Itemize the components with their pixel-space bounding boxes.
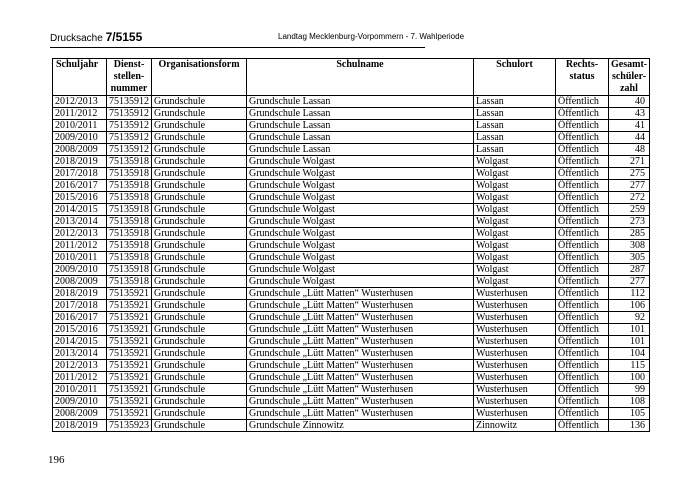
cell-schuljahr: 2008/2009 xyxy=(53,144,107,156)
cell-rechtsstatus: Öffentlich xyxy=(556,288,609,300)
cell-schuljahr: 2011/2012 xyxy=(53,372,107,384)
cell-organisationsform: Grundschule xyxy=(152,180,247,192)
table-row xyxy=(53,132,650,144)
cell-organisationsform: Grundschule xyxy=(152,252,247,264)
table-row xyxy=(53,420,650,432)
cell-rechtsstatus: Öffentlich xyxy=(556,396,609,408)
table-row xyxy=(53,396,650,408)
cell-rechtsstatus: Öffentlich xyxy=(556,204,609,216)
cell-gesamtschuelerzahl: 273 xyxy=(609,216,650,228)
cell-dienststellennummer: 75135921 xyxy=(107,324,152,336)
cell-gesamtschuelerzahl: 92 xyxy=(609,312,650,324)
cell-rechtsstatus: Öffentlich xyxy=(556,408,609,420)
school-table xyxy=(52,58,650,432)
cell-rechtsstatus: Öffentlich xyxy=(556,384,609,396)
cell-organisationsform: Grundschule xyxy=(152,96,247,108)
cell-dienststellennummer: 75135918 xyxy=(107,156,152,168)
cell-rechtsstatus: Öffentlich xyxy=(556,372,609,384)
cell-organisationsform: Grundschule xyxy=(152,288,247,300)
table-header xyxy=(53,59,650,96)
cell-schulort: Wusterhusen xyxy=(474,288,556,300)
cell-schulname: Grundschule Wolgast xyxy=(247,204,474,216)
cell-gesamtschuelerzahl: 112 xyxy=(609,288,650,300)
cell-schulort: Wolgast xyxy=(474,252,556,264)
cell-schuljahr: 2016/2017 xyxy=(53,180,107,192)
cell-gesamtschuelerzahl: 271 xyxy=(609,156,650,168)
cell-schulname: Grundschule Wolgast xyxy=(247,228,474,240)
cell-schulname: Grundschule Lassan xyxy=(247,120,474,132)
cell-rechtsstatus: Öffentlich xyxy=(556,276,609,288)
table-row xyxy=(53,96,650,108)
cell-rechtsstatus: Öffentlich xyxy=(556,216,609,228)
cell-schulort: Wolgast xyxy=(474,204,556,216)
cell-schulname: Grundschule „Lütt Matten“ Wusterhusen xyxy=(247,288,474,300)
document-id xyxy=(50,30,142,44)
table-row xyxy=(53,156,650,168)
cell-organisationsform: Grundschule xyxy=(152,420,247,432)
cell-dienststellennummer: 75135921 xyxy=(107,336,152,348)
cell-gesamtschuelerzahl: 259 xyxy=(609,204,650,216)
cell-organisationsform: Grundschule xyxy=(152,228,247,240)
cell-schulort: Wolgast xyxy=(474,192,556,204)
cell-schulort: Wusterhusen xyxy=(474,396,556,408)
cell-schulort: Wolgast xyxy=(474,216,556,228)
cell-dienststellennummer: 75135921 xyxy=(107,300,152,312)
table-row xyxy=(53,240,650,252)
cell-schulort: Wusterhusen xyxy=(474,324,556,336)
cell-organisationsform: Grundschule xyxy=(152,312,247,324)
cell-dienststellennummer: 75135918 xyxy=(107,240,152,252)
cell-schulname: Grundschule „Lütt Matten“ Wusterhusen xyxy=(247,324,474,336)
cell-schulname: Grundschule Lassan xyxy=(247,132,474,144)
cell-schuljahr: 2012/2013 xyxy=(53,360,107,372)
cell-rechtsstatus: Öffentlich xyxy=(556,180,609,192)
cell-dienststellennummer: 75135918 xyxy=(107,204,152,216)
table-row xyxy=(53,168,650,180)
cell-schulort: Wusterhusen xyxy=(474,300,556,312)
col-header-gesamtschuelerzahl: Gesamt- schüler- zahl xyxy=(609,59,650,96)
cell-organisationsform: Grundschule xyxy=(152,132,247,144)
cell-gesamtschuelerzahl: 44 xyxy=(609,132,650,144)
table-row xyxy=(53,204,650,216)
cell-gesamtschuelerzahl: 41 xyxy=(609,120,650,132)
cell-schulort: Wolgast xyxy=(474,168,556,180)
col-header-schulname: Schulname xyxy=(247,59,474,96)
cell-schuljahr: 2014/2015 xyxy=(53,336,107,348)
cell-rechtsstatus: Öffentlich xyxy=(556,348,609,360)
cell-schulname: Grundschule Lassan xyxy=(247,108,474,120)
cell-schulort: Lassan xyxy=(474,132,556,144)
cell-schulname: Grundschule „Lütt Matten“ Wusterhusen xyxy=(247,312,474,324)
cell-gesamtschuelerzahl: 106 xyxy=(609,300,650,312)
cell-gesamtschuelerzahl: 275 xyxy=(609,168,650,180)
cell-schulname: Grundschule Wolgast xyxy=(247,168,474,180)
cell-schuljahr: 2013/2014 xyxy=(53,348,107,360)
cell-schuljahr: 2010/2011 xyxy=(53,384,107,396)
table-row xyxy=(53,312,650,324)
cell-organisationsform: Grundschule xyxy=(152,120,247,132)
cell-dienststellennummer: 75135918 xyxy=(107,276,152,288)
cell-rechtsstatus: Öffentlich xyxy=(556,420,609,432)
cell-dienststellennummer: 75135918 xyxy=(107,168,152,180)
cell-organisationsform: Grundschule xyxy=(152,192,247,204)
cell-schuljahr: 2014/2015 xyxy=(53,204,107,216)
cell-gesamtschuelerzahl: 115 xyxy=(609,360,650,372)
cell-gesamtschuelerzahl: 43 xyxy=(609,108,650,120)
cell-schulname: Grundschule Wolgast xyxy=(247,156,474,168)
cell-gesamtschuelerzahl: 101 xyxy=(609,336,650,348)
cell-schuljahr: 2009/2010 xyxy=(53,396,107,408)
cell-schuljahr: 2012/2013 xyxy=(53,96,107,108)
cell-dienststellennummer: 75135923 xyxy=(107,420,152,432)
cell-dienststellennummer: 75135921 xyxy=(107,408,152,420)
cell-dienststellennummer: 75135921 xyxy=(107,348,152,360)
cell-schulname: Grundschule Lassan xyxy=(247,144,474,156)
cell-schulname: Grundschule Wolgast xyxy=(247,240,474,252)
cell-schulort: Zinnowitz xyxy=(474,420,556,432)
cell-organisationsform: Grundschule xyxy=(152,156,247,168)
header-rule xyxy=(50,47,425,48)
cell-gesamtschuelerzahl: 277 xyxy=(609,276,650,288)
cell-schulname: Grundschule „Lütt Matten“ Wusterhusen xyxy=(247,300,474,312)
cell-rechtsstatus: Öffentlich xyxy=(556,228,609,240)
cell-schuljahr: 2011/2012 xyxy=(53,108,107,120)
cell-gesamtschuelerzahl: 101 xyxy=(609,324,650,336)
document-id-prefix: Drucksache xyxy=(50,33,106,44)
cell-schuljahr: 2016/2017 xyxy=(53,312,107,324)
table-row xyxy=(53,372,650,384)
cell-organisationsform: Grundschule xyxy=(152,348,247,360)
cell-gesamtschuelerzahl: 308 xyxy=(609,240,650,252)
cell-schuljahr: 2017/2018 xyxy=(53,168,107,180)
cell-schulname: Grundschule „Lütt Matten“ Wusterhusen xyxy=(247,336,474,348)
table-body xyxy=(53,96,650,432)
table-row xyxy=(53,252,650,264)
document-title: Landtag Mecklenburg-Vorpommern - 7. Wahlperiode xyxy=(278,32,465,41)
cell-schulort: Wolgast xyxy=(474,156,556,168)
cell-schuljahr: 2018/2019 xyxy=(53,156,107,168)
cell-schuljahr: 2010/2011 xyxy=(53,252,107,264)
cell-schuljahr: 2009/2010 xyxy=(53,264,107,276)
cell-dienststellennummer: 75135918 xyxy=(107,228,152,240)
cell-schuljahr: 2013/2014 xyxy=(53,216,107,228)
cell-schulort: Wolgast xyxy=(474,228,556,240)
cell-gesamtschuelerzahl: 305 xyxy=(609,252,650,264)
cell-dienststellennummer: 75135912 xyxy=(107,144,152,156)
table-row xyxy=(53,144,650,156)
cell-rechtsstatus: Öffentlich xyxy=(556,132,609,144)
cell-schulort: Wusterhusen xyxy=(474,336,556,348)
cell-schulname: Grundschule Zinnowitz xyxy=(247,420,474,432)
cell-schulort: Wusterhusen xyxy=(474,372,556,384)
cell-rechtsstatus: Öffentlich xyxy=(556,96,609,108)
cell-gesamtschuelerzahl: 48 xyxy=(609,144,650,156)
cell-organisationsform: Grundschule xyxy=(152,216,247,228)
table-row xyxy=(53,192,650,204)
cell-schulname: Grundschule Wolgast xyxy=(247,276,474,288)
cell-organisationsform: Grundschule xyxy=(152,240,247,252)
col-header-rechtsstatus: Rechts- status xyxy=(556,59,609,96)
cell-rechtsstatus: Öffentlich xyxy=(556,312,609,324)
cell-rechtsstatus: Öffentlich xyxy=(556,120,609,132)
cell-gesamtschuelerzahl: 285 xyxy=(609,228,650,240)
cell-schuljahr: 2017/2018 xyxy=(53,300,107,312)
cell-schulort: Wusterhusen xyxy=(474,384,556,396)
cell-schuljahr: 2018/2019 xyxy=(53,420,107,432)
cell-schulort: Wusterhusen xyxy=(474,360,556,372)
cell-schulort: Lassan xyxy=(474,96,556,108)
cell-schuljahr: 2015/2016 xyxy=(53,324,107,336)
cell-schuljahr: 2008/2009 xyxy=(53,276,107,288)
cell-rechtsstatus: Öffentlich xyxy=(556,360,609,372)
cell-schulort: Wusterhusen xyxy=(474,312,556,324)
col-header-organisationsform: Organisationsform xyxy=(152,59,247,96)
cell-organisationsform: Grundschule xyxy=(152,336,247,348)
cell-organisationsform: Grundschule xyxy=(152,144,247,156)
cell-dienststellennummer: 75135918 xyxy=(107,180,152,192)
cell-organisationsform: Grundschule xyxy=(152,384,247,396)
cell-schuljahr: 2010/2011 xyxy=(53,120,107,132)
cell-schulort: Lassan xyxy=(474,144,556,156)
table-row xyxy=(53,108,650,120)
cell-schuljahr: 2015/2016 xyxy=(53,192,107,204)
cell-dienststellennummer: 75135921 xyxy=(107,372,152,384)
cell-gesamtschuelerzahl: 277 xyxy=(609,180,650,192)
cell-schulname: Grundschule Wolgast xyxy=(247,252,474,264)
cell-rechtsstatus: Öffentlich xyxy=(556,324,609,336)
cell-schuljahr: 2008/2009 xyxy=(53,408,107,420)
cell-organisationsform: Grundschule xyxy=(152,324,247,336)
cell-dienststellennummer: 75135921 xyxy=(107,360,152,372)
cell-schulname: Grundschule Lassan xyxy=(247,96,474,108)
cell-organisationsform: Grundschule xyxy=(152,276,247,288)
table-row xyxy=(53,360,650,372)
cell-dienststellennummer: 75135918 xyxy=(107,264,152,276)
table-row xyxy=(53,216,650,228)
table-row xyxy=(53,336,650,348)
cell-gesamtschuelerzahl: 100 xyxy=(609,372,650,384)
cell-organisationsform: Grundschule xyxy=(152,264,247,276)
col-header-schulort: Schulort xyxy=(474,59,556,96)
table-row xyxy=(53,324,650,336)
cell-dienststellennummer: 75135918 xyxy=(107,216,152,228)
cell-organisationsform: Grundschule xyxy=(152,108,247,120)
cell-dienststellennummer: 75135912 xyxy=(107,96,152,108)
cell-schuljahr: 2011/2012 xyxy=(53,240,107,252)
table-row xyxy=(53,264,650,276)
cell-gesamtschuelerzahl: 105 xyxy=(609,408,650,420)
cell-gesamtschuelerzahl: 287 xyxy=(609,264,650,276)
document-number: 7/5155 xyxy=(105,30,143,44)
col-header-schuljahr: Schuljahr xyxy=(53,59,107,96)
cell-rechtsstatus: Öffentlich xyxy=(556,144,609,156)
cell-gesamtschuelerzahl: 104 xyxy=(609,348,650,360)
table-row xyxy=(53,276,650,288)
cell-gesamtschuelerzahl: 40 xyxy=(609,96,650,108)
cell-dienststellennummer: 75135918 xyxy=(107,252,152,264)
table-row xyxy=(53,120,650,132)
cell-organisationsform: Grundschule xyxy=(152,300,247,312)
cell-gesamtschuelerzahl: 136 xyxy=(609,420,650,432)
cell-rechtsstatus: Öffentlich xyxy=(556,264,609,276)
cell-schulort: Wolgast xyxy=(474,276,556,288)
table-row xyxy=(53,408,650,420)
cell-schulname: Grundschule Wolgast xyxy=(247,192,474,204)
cell-organisationsform: Grundschule xyxy=(152,360,247,372)
cell-dienststellennummer: 75135921 xyxy=(107,312,152,324)
cell-organisationsform: Grundschule xyxy=(152,408,247,420)
cell-schuljahr: 2018/2019 xyxy=(53,288,107,300)
cell-schulname: Grundschule „Lütt Matten“ Wusterhusen xyxy=(247,384,474,396)
cell-organisationsform: Grundschule xyxy=(152,204,247,216)
cell-schulort: Wolgast xyxy=(474,240,556,252)
cell-dienststellennummer: 75135912 xyxy=(107,120,152,132)
cell-rechtsstatus: Öffentlich xyxy=(556,336,609,348)
cell-schulort: Wolgast xyxy=(474,264,556,276)
cell-schulname: Grundschule „Lütt Matten“ Wusterhusen xyxy=(247,408,474,420)
cell-rechtsstatus: Öffentlich xyxy=(556,192,609,204)
cell-schuljahr: 2009/2010 xyxy=(53,132,107,144)
cell-schulname: Grundschule „Lütt Matten“ Wusterhusen xyxy=(247,348,474,360)
table-row xyxy=(53,228,650,240)
cell-schulort: Wolgast xyxy=(474,180,556,192)
cell-schulname: Grundschule Wolgast xyxy=(247,180,474,192)
cell-schulname: Grundschule „Lütt Matten“ Wusterhusen xyxy=(247,360,474,372)
cell-gesamtschuelerzahl: 99 xyxy=(609,384,650,396)
table-row xyxy=(53,288,650,300)
table-row xyxy=(53,384,650,396)
cell-gesamtschuelerzahl: 272 xyxy=(609,192,650,204)
cell-rechtsstatus: Öffentlich xyxy=(556,108,609,120)
cell-dienststellennummer: 75135918 xyxy=(107,192,152,204)
cell-dienststellennummer: 75135912 xyxy=(107,132,152,144)
cell-rechtsstatus: Öffentlich xyxy=(556,168,609,180)
table-row xyxy=(53,300,650,312)
cell-rechtsstatus: Öffentlich xyxy=(556,156,609,168)
cell-rechtsstatus: Öffentlich xyxy=(556,240,609,252)
cell-schuljahr: 2012/2013 xyxy=(53,228,107,240)
cell-gesamtschuelerzahl: 108 xyxy=(609,396,650,408)
cell-schulort: Wusterhusen xyxy=(474,348,556,360)
cell-organisationsform: Grundschule xyxy=(152,372,247,384)
cell-rechtsstatus: Öffentlich xyxy=(556,300,609,312)
cell-organisationsform: Grundschule xyxy=(152,396,247,408)
cell-dienststellennummer: 75135921 xyxy=(107,384,152,396)
cell-schulort: Lassan xyxy=(474,120,556,132)
cell-dienststellennummer: 75135921 xyxy=(107,288,152,300)
cell-dienststellennummer: 75135912 xyxy=(107,108,152,120)
cell-schulort: Wusterhusen xyxy=(474,408,556,420)
cell-schulname: Grundschule Wolgast xyxy=(247,216,474,228)
col-header-dienststellennummer: Dienst- stellen- nummer xyxy=(107,59,152,96)
cell-dienststellennummer: 75135921 xyxy=(107,396,152,408)
cell-schulname: Grundschule „Lütt Matten“ Wusterhusen xyxy=(247,372,474,384)
page-number: 196 xyxy=(48,454,65,466)
cell-rechtsstatus: Öffentlich xyxy=(556,252,609,264)
table-row xyxy=(53,348,650,360)
cell-schulort: Lassan xyxy=(474,108,556,120)
table-row xyxy=(53,180,650,192)
cell-schulname: Grundschule Wolgast xyxy=(247,264,474,276)
cell-organisationsform: Grundschule xyxy=(152,168,247,180)
cell-schulname: Grundschule „Lütt Matten“ Wusterhusen xyxy=(247,396,474,408)
